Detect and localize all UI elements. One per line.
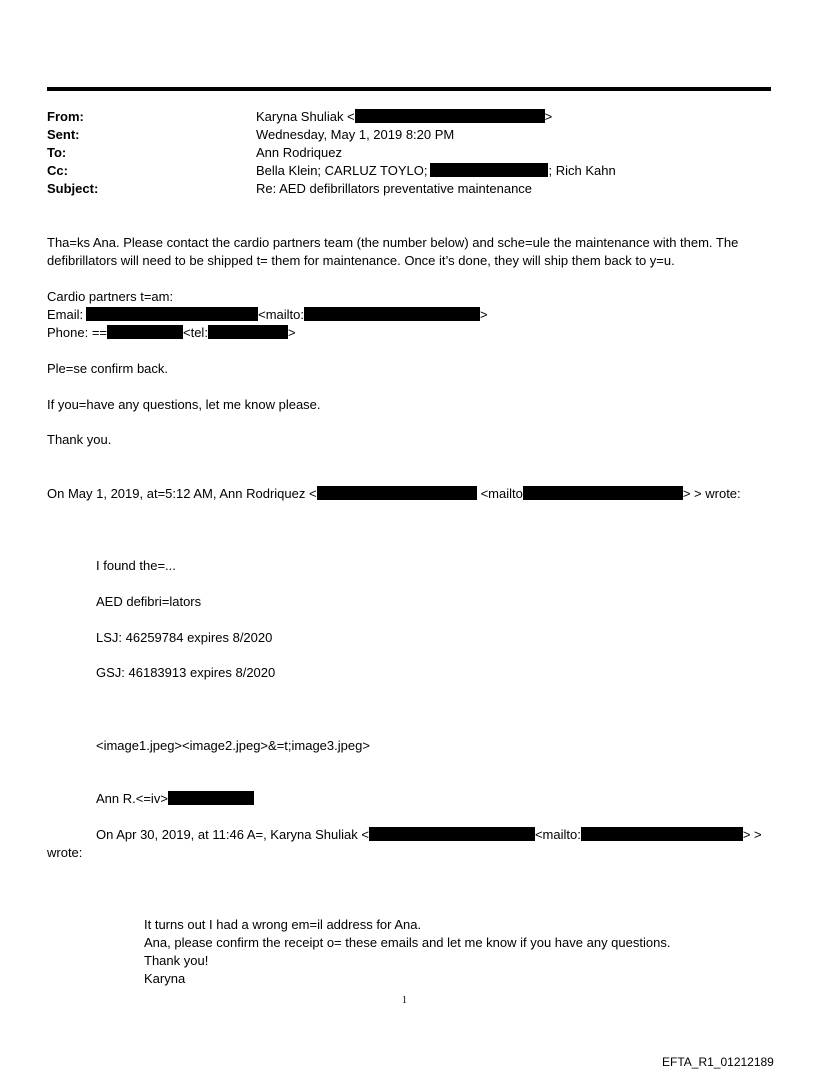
redaction bbox=[430, 163, 548, 177]
redaction bbox=[86, 307, 258, 321]
body-line: If you=have any questions, let me know please. bbox=[47, 397, 321, 412]
body-line: Cardio partners t=am: bbox=[47, 289, 174, 304]
quote-line: Ana, please confirm the receipt o= these emails and let me know if you have any questions. bbox=[144, 935, 671, 950]
cc-value: Bella Klein; CARLUZ TOYLO; bbox=[256, 163, 428, 178]
redaction bbox=[355, 109, 545, 123]
redaction bbox=[523, 486, 683, 500]
sent-value: Wednesday, May 1, 2019 8:20 PM bbox=[256, 127, 455, 142]
redaction bbox=[168, 791, 254, 805]
from-value: Karyna Shuliak < bbox=[256, 109, 355, 124]
quote-header: On Apr 30, 2019, at 11:46 A=, Karyna Shuliak < <mailto: > > bbox=[96, 827, 762, 842]
page-number: 1 bbox=[402, 995, 407, 1006]
quote-line: Karyna bbox=[144, 971, 186, 986]
quote-line: Thank you! bbox=[144, 953, 209, 968]
redaction bbox=[208, 325, 288, 339]
body-line: Tha=ks Ana. Please contact the cardio partners team (the number below) and sche=ule the maintenance with them. The bbox=[47, 235, 739, 250]
to-label: To: bbox=[47, 145, 67, 160]
body-line: defibrillators will need to be shipped t= them for maintenance. Once it’s done, they will ship them back to y=u. bbox=[47, 253, 675, 268]
image-placeholders: <image1.jpeg><image2.jpeg>&=t;image3.jpeg> bbox=[96, 738, 370, 753]
redaction bbox=[304, 307, 480, 321]
quote-line: LSJ: 46259784 expires 8/2020 bbox=[96, 630, 273, 645]
sent-label: Sent: bbox=[47, 127, 80, 142]
header-rule bbox=[47, 87, 771, 91]
body-line: Thank you. bbox=[47, 432, 112, 447]
quote-line: AED defibri=lators bbox=[96, 594, 202, 609]
document-id: EFTA_R1_01212189 bbox=[662, 1055, 774, 1069]
redaction bbox=[369, 827, 535, 841]
subject-label: Subject: bbox=[47, 181, 99, 196]
redaction bbox=[581, 827, 743, 841]
quote-line: I found the=... bbox=[96, 558, 176, 573]
signature-line: Ann R.<=iv> bbox=[96, 790, 254, 808]
redaction bbox=[107, 325, 183, 339]
quote-header: On May 1, 2019, at=5:12 AM, Ann Rodriquez < <mailto > > wrote: bbox=[47, 486, 741, 501]
cc-label: Cc: bbox=[47, 163, 68, 178]
to-value: Ann Rodriquez bbox=[256, 145, 342, 160]
quote-line: It turns out I had a wrong em=il address for Ana. bbox=[144, 917, 422, 932]
quote-line: GSJ: 46183913 expires 8/2020 bbox=[96, 665, 276, 680]
phone-line: Phone: == <tel: > bbox=[47, 325, 296, 340]
from-label: From: bbox=[47, 109, 84, 124]
redaction bbox=[317, 486, 477, 500]
body-line: Ple=se confirm back. bbox=[47, 361, 169, 376]
quote-line: wrote: bbox=[47, 845, 83, 860]
email-line: Email: <mailto: > bbox=[47, 307, 488, 322]
subject-value: Re: AED defibrillators preventative maintenance bbox=[256, 181, 533, 196]
